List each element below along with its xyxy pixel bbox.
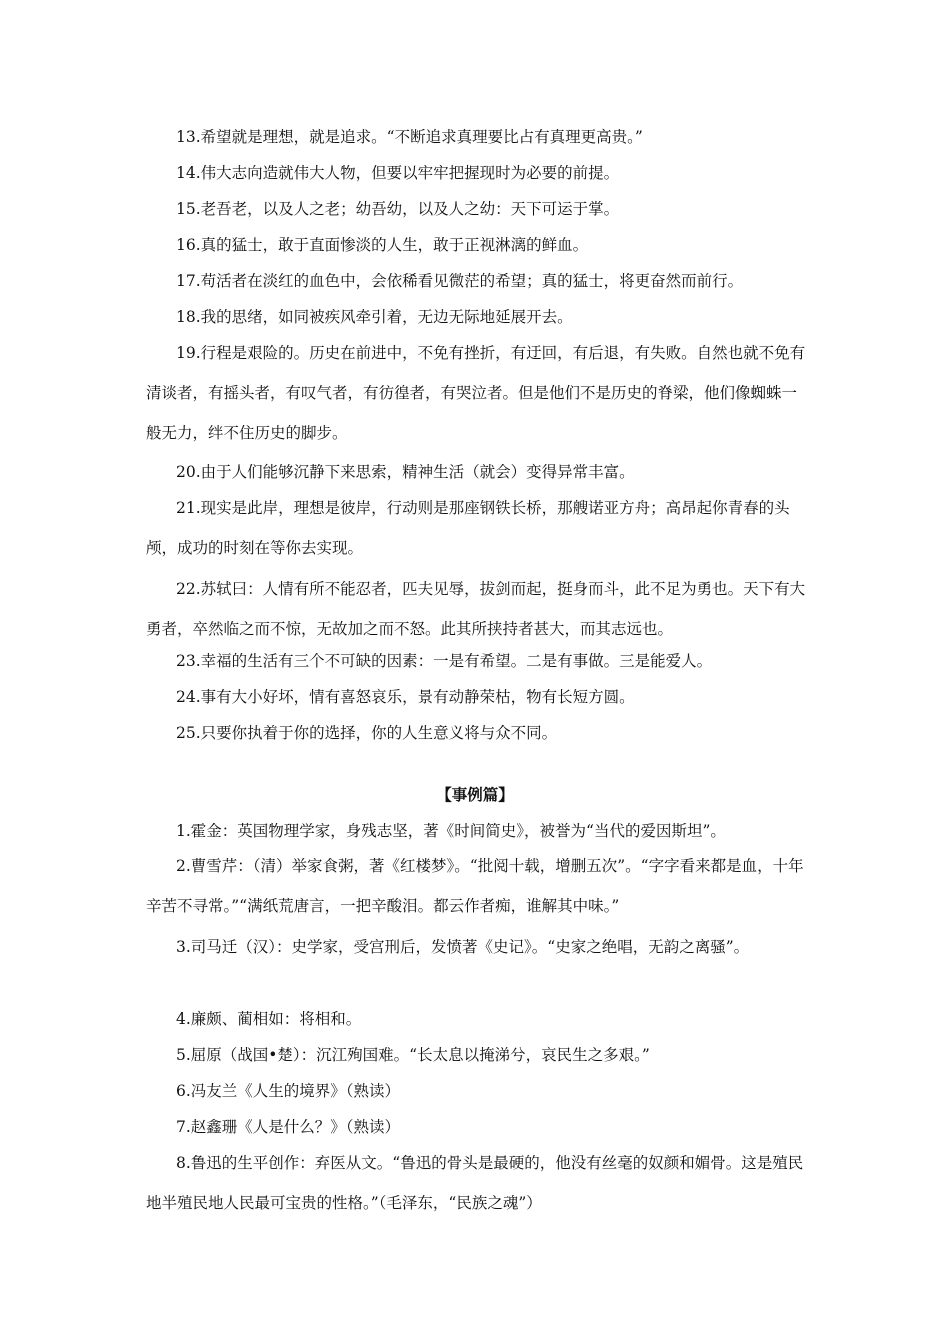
quote-13: 13.希望就是理想，就是追求。“不断追求真理要比占有真理更高贵。” xyxy=(176,128,643,146)
quote-24: 24.事有大小好坏，情有喜怒哀乐，景有动静荣枯，物有长短方圆。 xyxy=(176,688,635,706)
quote-17: 17.苟活者在淡红的血色中，会依稀看见微茫的希望；真的猛士，将更奋然而前行。 xyxy=(176,272,744,290)
example-2: 2.曹雪芹：（清）举家食粥，著《红楼梦》。“批阅十载，增删五次”。“字字看来都是血，十年辛苦不寻常。”“满纸荒唐言，一把辛酸泪。都云作者痴，谁解其中味。” xyxy=(146,857,804,915)
quote-16: 16.真的猛士，敢于直面惨淡的人生，敢于正视淋漓的鲜血。 xyxy=(176,236,589,254)
quote-21: 21.现实是此岸，理想是彼岸，行动则是那座钢铁长桥，那艘诺亚方舟；高昂起你青春的头颅，成功的时刻在等你去实现。 xyxy=(146,499,790,557)
example-1: 1.霍金：英国物理学家，身残志坚，著《时间简史》，被誉为“当代的爱因斯坦”。 xyxy=(176,822,726,840)
example-6: 6.冯友兰《人生的境界》（熟读） xyxy=(176,1082,401,1100)
quote-14: 14.伟大志向造就伟大人物，但要以牢牢把握现时为必要的前提。 xyxy=(176,164,620,182)
quote-20: 20.由于人们能够沉静下来思索，精神生活（就会）变得异常丰富。 xyxy=(176,463,635,481)
quote-19: 19.行程是艰险的。历史在前进中，不免有挫折，有迂回，有后退，有失败。自然也就不免有清谈者，有摇头者，有叹气者，有彷徨者，有哭泣者。但是他们不是历史的脊梁，他们像蜘蛛一般无力，绊不住历史的脚步。 xyxy=(146,344,806,442)
quote-18: 18.我的思绪，如同被疾风牵引着，无边无际地延展开去。 xyxy=(176,308,573,326)
example-5: 5.屈原（战国•楚）：沉江殉国难。“长太息以掩涕兮，哀民生之多艰。” xyxy=(176,1046,650,1064)
quote-15: 15.老吾老，以及人之老；幼吾幼，以及人之幼：天下可运于掌。 xyxy=(176,200,620,218)
quote-25: 25.只要你执着于你的选择，你的人生意义将与众不同。 xyxy=(176,724,558,742)
section-heading: 【事例篇】 xyxy=(436,785,514,804)
example-7: 7.赵鑫珊《人是什么？》（熟读） xyxy=(176,1118,401,1136)
example-8: 8.鲁迅的生平创作：弃医从文。“鲁迅的骨头是最硬的，他没有丝毫的奴颜和媚骨。这是殖民地半殖民地人民最可宝贵的性格。”（毛泽东，“民族之魂”） xyxy=(146,1154,804,1212)
example-4: 4.廉颇、蔺相如：将相和。 xyxy=(176,1010,362,1028)
example-3: 3.司马迁（汉）：史学家，受宫刑后，发愤著《史记》。“史家之绝唱，无韵之离骚”。 xyxy=(176,938,750,956)
quote-22: 22.苏轼曰：人情有所不能忍者，匹夫见辱，拔剑而起，挺身而斗，此不足为勇也。天下有大勇者，卒然临之而不惊，无故加之而不怒。此其所挟持者甚大，而其志远也。 xyxy=(146,580,806,638)
quote-23: 23.幸福的生活有三个不可缺的因素：一是有希望。二是有事做。三是能爱人。 xyxy=(176,652,713,670)
